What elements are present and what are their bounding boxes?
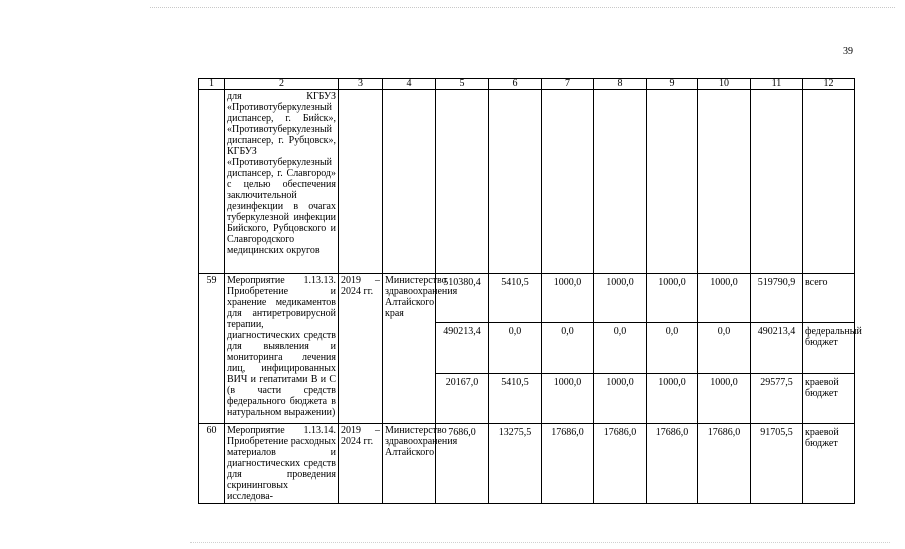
measure-executor: Министерство здравоохранения Алтайского	[383, 424, 436, 504]
col-header: 3	[339, 79, 383, 90]
col-header: 5	[436, 79, 489, 90]
value-cell: 13275,5	[489, 424, 542, 504]
value-cell: 1000,0	[542, 374, 594, 424]
col-header: 10	[698, 79, 751, 90]
value-cell: 1000,0	[647, 374, 698, 424]
col-header: 4	[383, 79, 436, 90]
value-cell: 510380,4	[436, 274, 489, 323]
value-cell: 1000,0	[594, 274, 647, 323]
scan-top-edge	[150, 7, 895, 8]
col-header: 1	[199, 79, 225, 90]
continued-description: для КГБУЗ «Противотуберкулезный диспансер, г. Бийск», «Противотуберкулезный диспансер, г. Рубцовск», КГБУЗ «Противотуберкулезный диспансер, г. Славгород» с целью обеспечения заключительной дезинфекции в очагах туберкулезной инфекции Бийского, Рубцовского и Славгородского медицинских округов	[225, 90, 339, 274]
value-cell: 0,0	[647, 323, 698, 374]
col-header: 2	[225, 79, 339, 90]
row-number: 59	[199, 274, 225, 424]
value-cell: 1000,0	[698, 374, 751, 424]
funding-source: всего	[803, 274, 855, 323]
value-cell: 1000,0	[647, 274, 698, 323]
funding-source: краевой бюджет	[803, 424, 855, 504]
page-number: 39	[843, 46, 853, 57]
col-header: 7	[542, 79, 594, 90]
value-cell: 1000,0	[698, 274, 751, 323]
value-cell: 1000,0	[542, 274, 594, 323]
value-cell: 17686,0	[594, 424, 647, 504]
value-cell: 519790,9	[751, 274, 803, 323]
value-cell: 5410,5	[489, 374, 542, 424]
col-header: 12	[803, 79, 855, 90]
value-cell: 29577,5	[751, 374, 803, 424]
value-cell: 490213,4	[751, 323, 803, 374]
value-cell: 20167,0	[436, 374, 489, 424]
measure-executor: Министерство здравоохранения Алтайского края	[383, 274, 436, 424]
funding-source: краевой бюджет	[803, 374, 855, 424]
value-cell: 0,0	[542, 323, 594, 374]
measure-description: Мероприятие 1.13.14. Приобретение расходных материалов и диагностических средств для проведения скрининговых исследова-	[225, 424, 339, 504]
value-cell: 7686,0	[436, 424, 489, 504]
col-header: 11	[751, 79, 803, 90]
value-cell: 1000,0	[594, 374, 647, 424]
scan-bottom-edge	[190, 542, 890, 543]
measure-period: 2019 – 2024 гг.	[339, 274, 383, 424]
column-number-row	[199, 79, 855, 90]
col-header: 8	[594, 79, 647, 90]
value-cell: 17686,0	[542, 424, 594, 504]
value-cell: 17686,0	[647, 424, 698, 504]
value-cell: 0,0	[489, 323, 542, 374]
value-cell: 91705,5	[751, 424, 803, 504]
program-table	[198, 78, 862, 504]
value-cell: 17686,0	[698, 424, 751, 504]
measure-description: Мероприятие 1.13.13. Приобретение и хранение медикаментов для антиретровирусной терапии, диагностических средств для выявления и мониторинга лечения лиц, инфицированных ВИЧ и гепатитами В и С (в части средств федерального бюджета в натуральном выражении)	[225, 274, 339, 424]
value-cell: 0,0	[594, 323, 647, 374]
table-row-continued	[199, 90, 855, 274]
table-row-59-total	[199, 274, 855, 323]
col-header: 9	[647, 79, 698, 90]
measure-period: 2019 – 2024 гг.	[339, 424, 383, 504]
funding-source: федеральный бюджет	[803, 323, 855, 374]
value-cell: 0,0	[698, 323, 751, 374]
value-cell: 490213,4	[436, 323, 489, 374]
row-number: 60	[199, 424, 225, 504]
value-cell: 5410,5	[489, 274, 542, 323]
table-row-60	[199, 424, 855, 504]
col-header: 6	[489, 79, 542, 90]
